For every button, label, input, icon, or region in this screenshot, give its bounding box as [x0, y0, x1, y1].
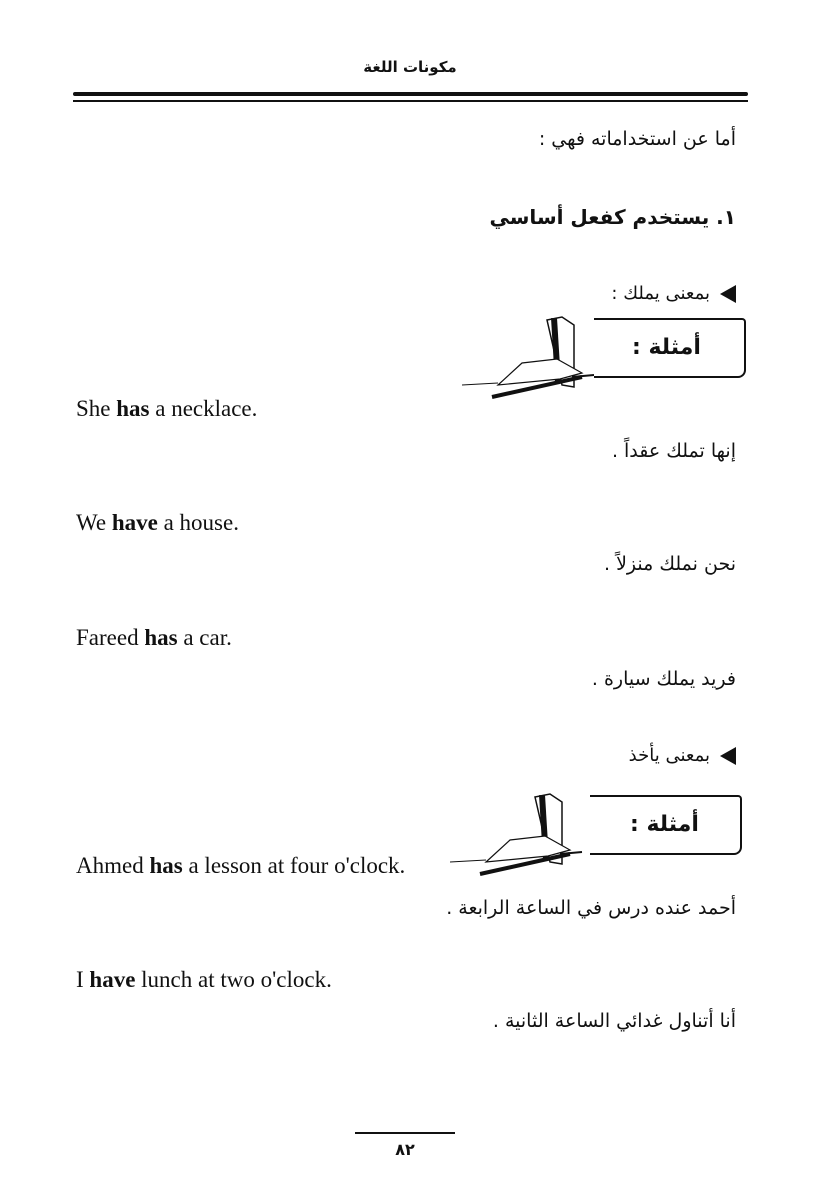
meaning-bullet-1: [611, 283, 736, 304]
example-en-1: She has a necklace.: [76, 396, 258, 421]
bullet-triangle-icon: [720, 747, 736, 765]
running-header: مكونات اللغة: [363, 58, 457, 76]
page-number: ٨٢: [395, 1140, 415, 1159]
pointing-hand-icon: [462, 315, 602, 405]
example-ar-3: فريد يملك سيارة .: [591, 668, 736, 690]
meaning-label: بمعنى يملك :: [611, 283, 710, 304]
header-rule-thick: [73, 92, 748, 96]
example-en-5: I have lunch at two o'clock.: [76, 967, 332, 992]
examples-label: أمثلة :: [630, 812, 699, 837]
example-en-3: Fareed has a car.: [76, 625, 232, 650]
example-en-4: Ahmed has a lesson at four o'clock.: [76, 853, 406, 878]
intro-text: أما عن استخداماته فهي :: [538, 128, 736, 150]
header-rule-thin: [73, 100, 748, 102]
meaning-bullet-2: [629, 745, 736, 766]
pointing-hand-icon: [450, 792, 590, 882]
examples-callout: [462, 315, 752, 405]
footer-rule: [355, 1132, 455, 1134]
example-ar-5: أنا أتناول غدائي الساعة الثانية .: [492, 1010, 736, 1032]
meaning-label: بمعنى يأخذ: [628, 745, 710, 766]
example-en-2: We have a house.: [76, 510, 239, 535]
section-heading: ١. يستخدم كفعل أساسي: [489, 205, 736, 229]
example-ar-1: إنها تملك عقداً .: [611, 440, 736, 462]
bullet-triangle-icon: [720, 285, 736, 303]
examples-label: أمثلة :: [632, 335, 701, 360]
examples-callout: [450, 792, 750, 882]
example-ar-4: أحمد عنده درس في الساعة الرابعة .: [446, 897, 736, 919]
example-ar-2: نحن نملك منزلاً .: [604, 553, 736, 575]
